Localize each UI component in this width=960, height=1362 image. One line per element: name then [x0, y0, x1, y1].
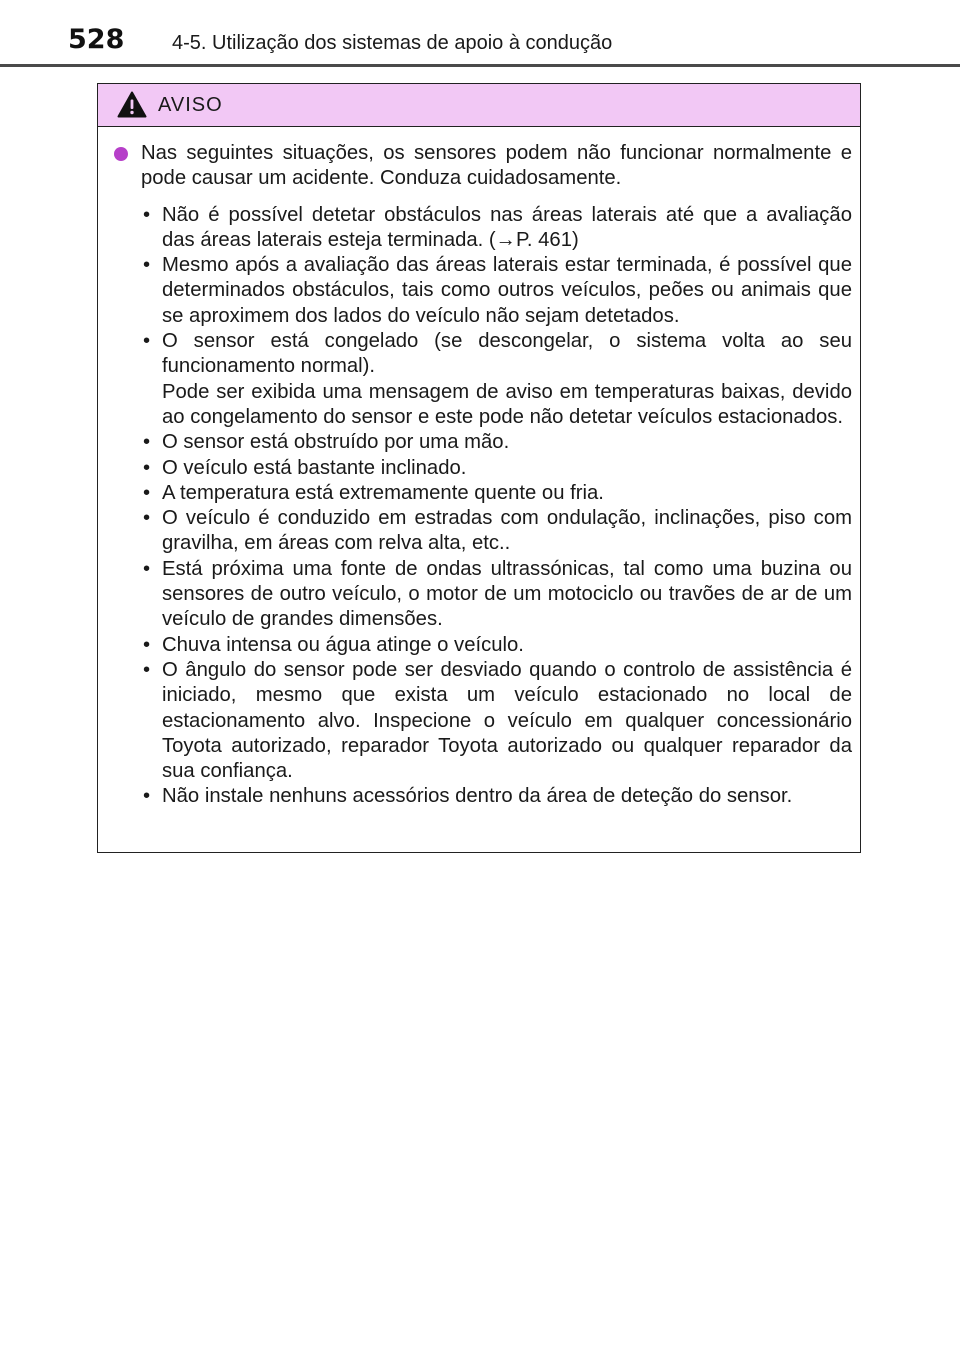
header-divider	[0, 64, 960, 67]
list-item	[114, 481, 852, 506]
list-item-text: A temperatura está extremamente quente ou fria.	[162, 481, 604, 504]
warning-label: AVISO	[158, 94, 223, 116]
list-item-text: Não instale nenhuns acessórios dentro da área de deteção do sensor.	[162, 785, 793, 808]
bullet-icon: •	[143, 507, 151, 530]
bullet-icon: •	[143, 330, 151, 353]
list-item-text: Não é possível detetar obstáculos nas áreas laterais até que a avaliação das áreas laterais esteja terminada. (→P. 461)	[162, 203, 852, 251]
list-item	[114, 784, 852, 809]
list-item-text: O veículo está bastante inclinado.	[162, 456, 467, 479]
warning-list	[114, 203, 852, 810]
list-item-text: O sensor está obstruído por uma mão.	[162, 431, 510, 454]
list-item	[114, 557, 852, 633]
list-item	[114, 506, 852, 557]
bullet-dot-icon	[114, 147, 128, 161]
bullet-icon: •	[143, 658, 151, 681]
warning-body	[98, 127, 860, 810]
list-item	[114, 633, 852, 658]
list-item-text: O veículo é conduzido em estradas com ondulação, inclinações, piso com gravilha, em áreas com relva alta, etc..	[162, 507, 852, 555]
bullet-icon: •	[143, 254, 151, 277]
warning-lead	[114, 141, 852, 192]
bullet-icon: •	[143, 456, 151, 479]
bullet-icon: •	[143, 481, 151, 504]
list-item-text: O ângulo do sensor pode ser desviado quando o controlo de assistência é iniciado, mesmo que exista um veículo estacionado no local de estacionamento alvo. Inspecione o veículo em qualquer concessionário Toyota autorizado, reparador Toyota autorizado ou qualquer reparador da sua confiança.	[162, 658, 852, 783]
list-item-text: Chuva intensa ou água atinge o veículo.	[162, 633, 524, 656]
warning-box	[97, 83, 861, 853]
warning-lead-text: Nas seguintes situações, os sensores podem não funcionar normalmente e pode causar um acidente. Conduza cuidadosamente.	[141, 142, 852, 190]
page-number: 528	[68, 24, 125, 55]
list-item	[114, 329, 852, 430]
section-title: 4-5. Utilização dos sistemas de apoio à condução	[172, 32, 613, 54]
warning-triangle-icon	[117, 91, 147, 118]
bullet-icon: •	[143, 431, 151, 454]
bullet-icon: •	[143, 557, 151, 580]
bullet-icon: •	[143, 203, 151, 226]
bullet-icon: •	[143, 633, 151, 656]
warning-header	[98, 84, 860, 127]
list-item-text: Mesmo após a avaliação das áreas laterais estar terminada, é possível que determinados obstáculos, tais como outros veículos, peões ou animais que se aproximem dos lados do veículo não sejam detetados.	[162, 254, 852, 327]
list-item	[114, 253, 852, 329]
list-item-text: Está próxima uma fonte de ondas ultrassónicas, tal como uma buzina ou sensores de outro veículo, o motor de um motociclo ou travões de ar de um veículo de grandes dimensões.	[162, 557, 852, 631]
list-item-note: Pode ser exibida uma mensagem de aviso em temperaturas baixas, devido ao congelamento do sensor e este pode não detetar veículos estacionados.	[162, 380, 852, 428]
list-item	[114, 456, 852, 481]
bullet-icon: •	[143, 785, 151, 808]
list-item-text: O sensor está congelado (se descongelar, o sistema volta ao seu funcionamento normal).	[162, 330, 852, 378]
list-item	[114, 430, 852, 455]
list-item	[114, 658, 852, 784]
page-header	[0, 0, 960, 70]
list-item	[114, 203, 852, 254]
